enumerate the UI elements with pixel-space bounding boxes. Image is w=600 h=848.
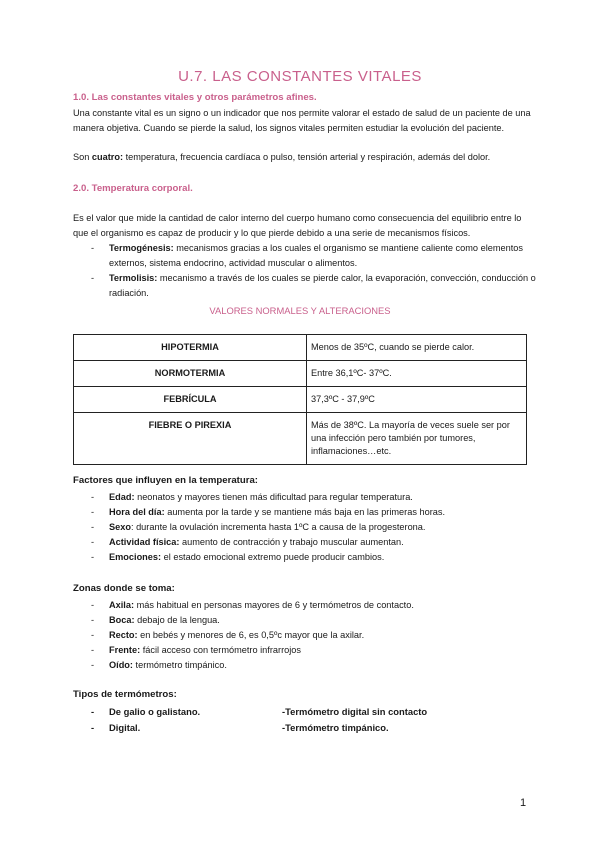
thermometer-type-right: -Termómetro digital sin contacto bbox=[282, 706, 428, 717]
section-1-vitals-list bbox=[73, 150, 533, 165]
list-item: - Hora del día: aumenta por la tarde y se mantiene más baja en las primeras horas. bbox=[91, 506, 446, 517]
factors-list bbox=[73, 490, 543, 565]
table-cell-name: FIEBRE O PIREXIA bbox=[74, 413, 307, 465]
vitals-rest: temperatura, frecuencia cardíaca o pulso, tensión arterial y respiración, además del dolor. bbox=[123, 152, 491, 162]
thermometers-list bbox=[73, 704, 533, 736]
table-cell-name: NORMOTERMIA bbox=[74, 361, 307, 387]
table-cell-name: HIPOTERMIA bbox=[74, 335, 307, 361]
zones-heading: Zonas donde se toma: bbox=[73, 583, 175, 594]
list-item: - Termolisis: mecanismo a través de los cuales se pierde calor, la evaporación, convección, conducción o radiación. bbox=[91, 272, 536, 298]
table-cell-value: 37,3ºC - 37,9ºC bbox=[307, 387, 527, 413]
table-title: VALORES NORMALES Y ALTERACIONES bbox=[209, 305, 391, 316]
vitals-prefix: Son bbox=[73, 152, 92, 162]
section-1-paragraph: Una constante vital es un signo o un indicador que nos permite valorar el estado de salud de un paciente de una manera objetiva. Cuando se pierde la salud, los signos vitales permiten estudiar la evolución del paciente. bbox=[73, 108, 531, 133]
table-row bbox=[74, 413, 527, 465]
thermometers-heading: Tipos de termómetros: bbox=[73, 689, 177, 700]
page-title: U.7. LAS CONSTANTES VITALES bbox=[178, 68, 422, 85]
list-item: - Axila: más habitual en personas mayores de 6 y termómetros de contacto. bbox=[91, 600, 414, 610]
list-item: - Digital. -Termómetro timpánico. bbox=[73, 720, 533, 736]
thermometer-type-left: De galio o galistano. bbox=[109, 706, 201, 717]
mechanisms-list bbox=[73, 241, 543, 301]
list-item: - Edad: neonatos y mayores tienen más dificultad para regular temperatura. bbox=[91, 492, 413, 502]
table-row bbox=[74, 387, 527, 413]
table-cell-value: Más de 38ºC. La mayoría de veces suele ser por una infección pero también por tumores, inflamaciones…etc. bbox=[307, 413, 527, 465]
factors-heading: Factores que influyen en la temperatura: bbox=[73, 475, 258, 486]
list-item: - Oído: termómetro timpánico. bbox=[91, 659, 227, 670]
table-cell-value: Entre 36,1ºC- 37ºC. bbox=[307, 361, 527, 387]
list-item: - Emociones: el estado emocional extremo puede producir cambios. bbox=[91, 551, 385, 562]
list-item: - Frente: fácil acceso con termómetro infrarrojos bbox=[91, 644, 301, 655]
thermometer-type-right: -Termómetro timpánico. bbox=[282, 722, 389, 733]
table-row bbox=[74, 335, 527, 361]
list-item: - Recto: en bebés y menores de 6, es 0,5ºc mayor que la axilar. bbox=[91, 629, 365, 640]
page-number: 1 bbox=[520, 797, 527, 809]
section-2-paragraph: Es el valor que mide la cantidad de calor interno del cuerpo humano como consecuencia del equilibrio entre lo que el organismo es capaz de producir y lo que pierde debido a una serie de mecanismos físicos. bbox=[73, 213, 522, 238]
section-1-heading: 1.0. Las constantes vitales y otros parámetros afines. bbox=[73, 92, 317, 103]
list-item: - Termogénesis: mecanismos gracias a los cuales el organismo se mantiene caliente como elementos externos, sistema endocrino, actividad muscular o alimentos. bbox=[91, 243, 523, 268]
vitals-count: cuatro: bbox=[91, 152, 124, 162]
table-cell-name: FEBRÍCULA bbox=[74, 387, 307, 413]
zones-list bbox=[73, 598, 543, 673]
list-item: - Sexo: durante la ovulación incrementa hasta 1ºC a causa de la progesterona. bbox=[91, 521, 426, 532]
table-row bbox=[74, 361, 527, 387]
table-cell-value: Menos de 35ºC, cuando se pierde calor. bbox=[307, 335, 527, 361]
list-item: - De galio o galistano. -Termómetro digital sin contacto bbox=[73, 704, 533, 720]
section-2-heading: 2.0. Temperatura corporal. bbox=[73, 183, 193, 194]
temperature-values-table bbox=[73, 334, 527, 465]
thermometer-type-left: Digital. bbox=[109, 722, 141, 733]
list-item: - Boca: debajo de la lengua. bbox=[91, 614, 220, 625]
list-item: - Actividad física: aumento de contracción y trabajo muscular aumentan. bbox=[91, 536, 404, 547]
